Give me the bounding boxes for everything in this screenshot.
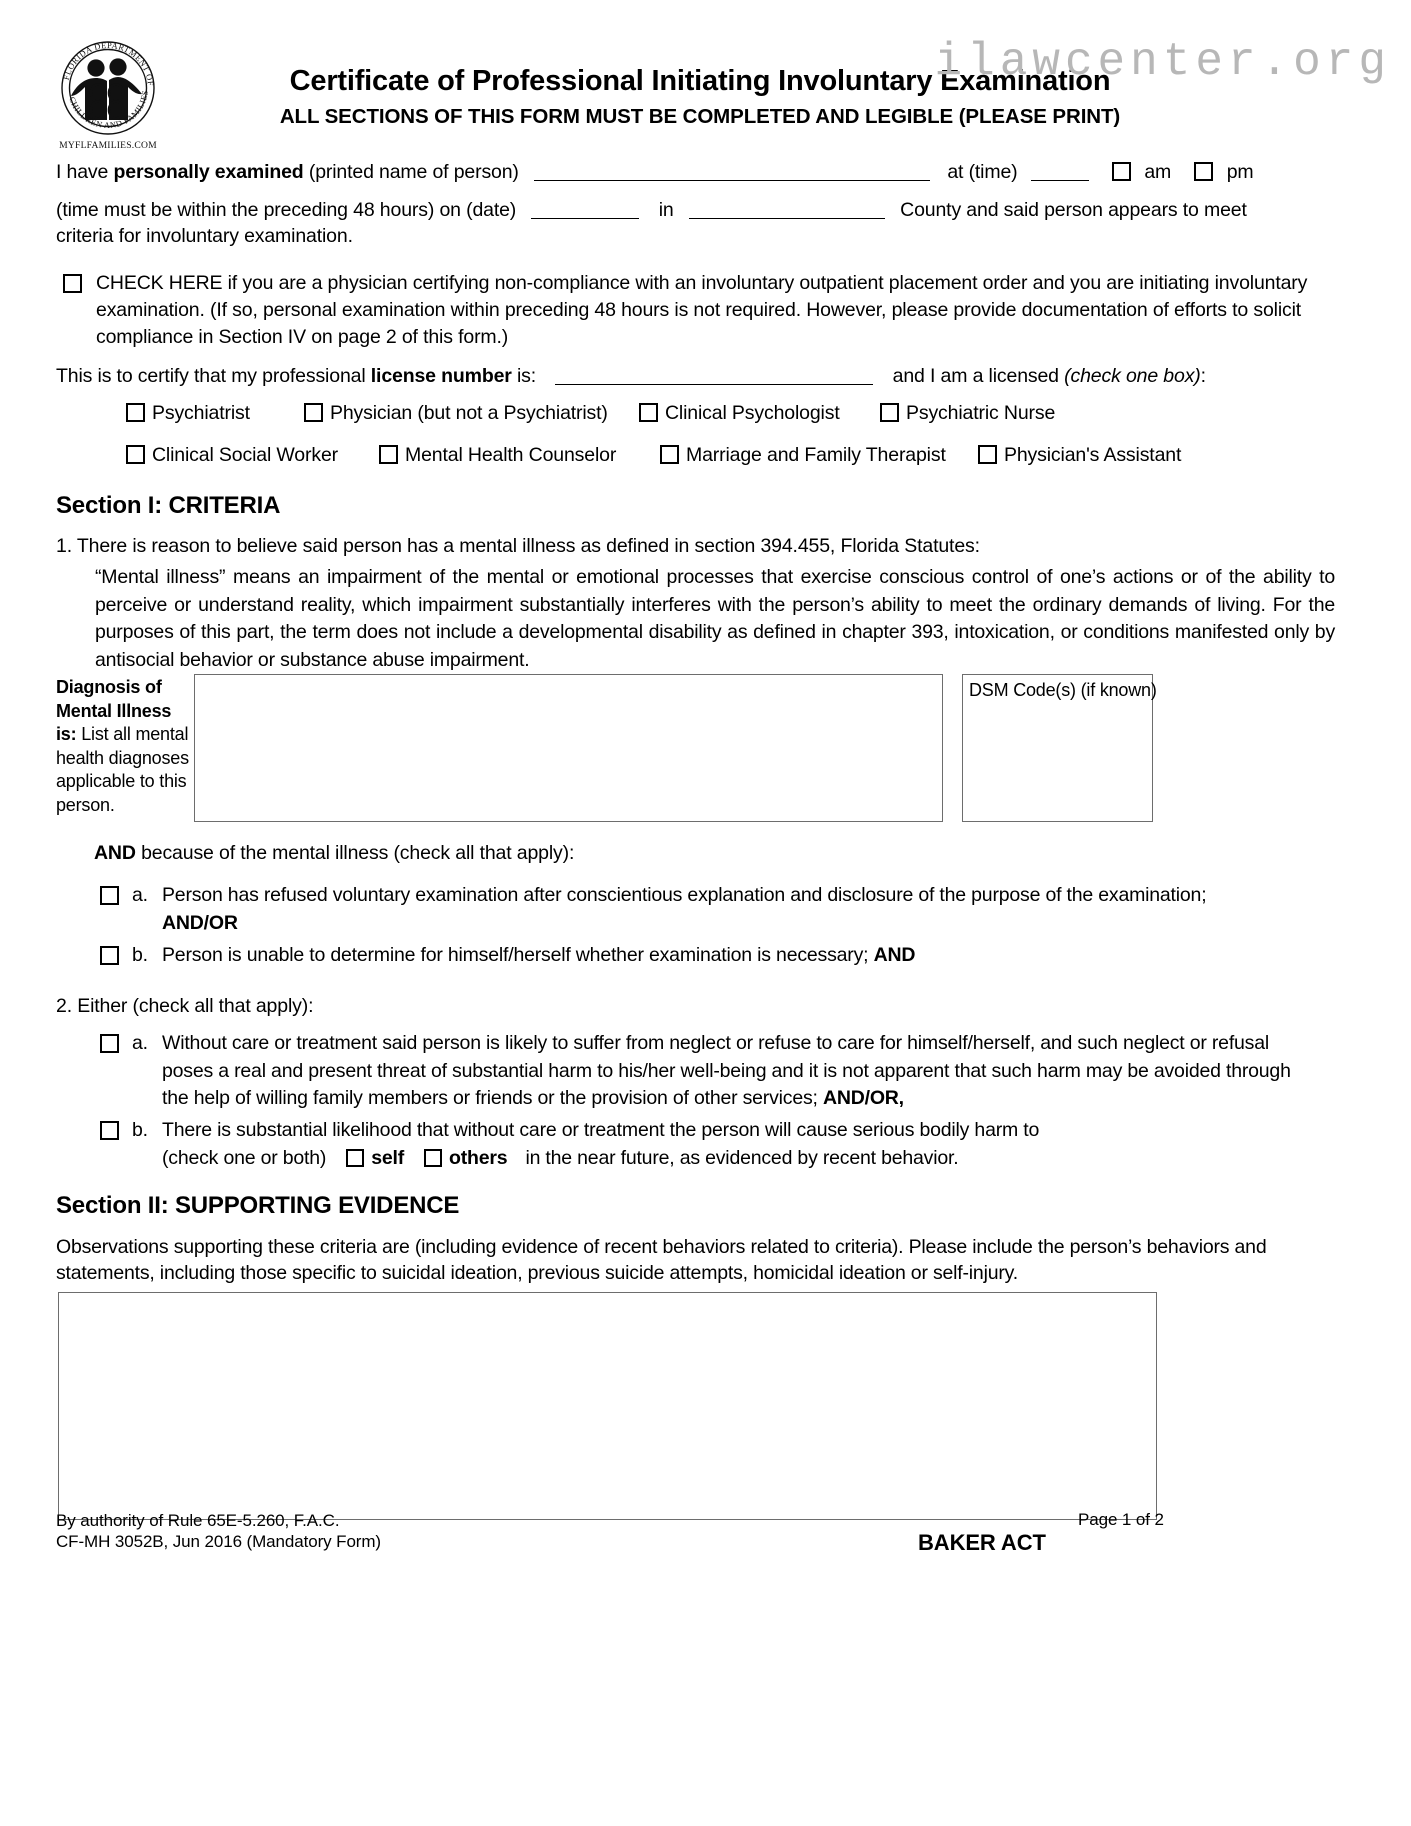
diagnosis-block: [56, 674, 1356, 824]
criterion-2b-letter: b.: [132, 1119, 148, 1141]
check-here-text: CHECK HERE if you are a physician certifying non-compliance with an involuntary outpatient placement order and you are initiating involuntary examination. (If so, personal examination within preceding 48 hours is not required. However, please provide documentation of efforts to solicit compliance in Section IV on page 2 of this form.): [96, 272, 1308, 348]
pm-checkbox[interactable]: [1194, 162, 1213, 181]
section-1-criterion-1: 1. There is reason to believe said person has a mental illness as defined in section 394.455, Florida Statutes:: [56, 535, 980, 557]
authority-line-1: By authority of Rule 65E-5.260, F.A.C.: [56, 1511, 340, 1530]
criterion-1a-bold: AND/OR: [162, 911, 238, 934]
license-option-label: Physician's Assistant: [1004, 444, 1182, 466]
mental-health-counselor-checkbox[interactable]: [379, 445, 398, 464]
license-number-line: [56, 364, 1356, 389]
diagnosis-label: [56, 676, 196, 817]
license-option-physician[interactable]: [304, 402, 608, 425]
license-option-label: Psychiatrist: [152, 402, 250, 424]
certify-suffix: is:: [511, 365, 537, 387]
personally-examined-bold: personally examined: [113, 161, 304, 183]
clinical-social-worker-checkbox[interactable]: [126, 445, 145, 464]
dcf-seal-logo-icon: [54, 36, 162, 152]
psychiatrist-checkbox[interactable]: [126, 403, 145, 422]
criterion-2b: [100, 1117, 1315, 1172]
section-2-heading: Section II: SUPPORTING EVIDENCE: [56, 1192, 460, 1219]
license-option-clinical-psychologist[interactable]: [639, 402, 840, 425]
in-label: in: [658, 199, 674, 221]
and-bold: AND: [94, 842, 136, 864]
license-option-label: Physician (but not a Psychiatrist): [330, 402, 608, 424]
marriage-family-therapist-checkbox[interactable]: [660, 445, 679, 464]
pm-label: pm: [1226, 161, 1254, 183]
time-input[interactable]: [1031, 160, 1089, 181]
license-number-input[interactable]: [555, 364, 873, 385]
page-subtitle: ALL SECTIONS OF THIS FORM MUST BE COMPLETED AND LEGIBLE (PLEASE PRINT): [279, 105, 1121, 129]
diagnosis-textarea[interactable]: [194, 674, 943, 822]
dsm-code-label: DSM Code(s) (if known): [969, 680, 1157, 700]
dsm-code-textarea[interactable]: [962, 674, 1157, 822]
form-footer: [56, 1510, 1356, 1570]
license-option-label: Marriage and Family Therapist: [686, 444, 946, 466]
county-input[interactable]: [689, 198, 885, 219]
others-checkbox[interactable]: [424, 1149, 442, 1167]
authority-line-2: CF-MH 3052B, Jun 2016 (Mandatory Form): [56, 1532, 381, 1551]
criterion-1b-checkbox[interactable]: [100, 946, 119, 965]
criterion-2a: [100, 1030, 1315, 1113]
criterion-1a: [100, 882, 1280, 937]
criterion-2b-checkbox[interactable]: [100, 1121, 119, 1140]
mental-illness-definition: “Mental illness” means an impairment of the mental or emotional processes that exercise conscious control of one’s actions or of the ability to perceive or understand reality, which impairment substantially interferes with the person’s ability to meet the ordinary demands of living. For the purposes of this part, the term does not include a developmental disability as defined in chapter 393, intoxication, or conditions manifested only by antisocial behavior or substance abuse impairment.: [95, 566, 1335, 671]
license-number-bold: license number: [370, 365, 512, 387]
criterion-1b: [100, 942, 1280, 970]
am-checkbox[interactable]: [1112, 162, 1131, 181]
physician-checkbox[interactable]: [304, 403, 323, 422]
and-because-line: [94, 842, 1354, 865]
page-title: Certificate of Professional Initiating Involuntary Examination: [289, 65, 1111, 97]
check-one-box-italic: (check one box): [1064, 365, 1201, 387]
svg-text:CHILDREN AND FAMILIES: CHILDREN AND FAMILIES: [67, 89, 150, 131]
psychiatric-nurse-checkbox[interactable]: [880, 403, 899, 422]
diagnosis-label-bold: Diagnosis of Mental Illness is:: [56, 677, 172, 744]
certify-prefix: This is to certify that my professional: [56, 365, 371, 387]
criterion-1b-letter: b.: [132, 944, 148, 966]
svg-text:FLORIDA DEPARTMENT OF: FLORIDA DEPARTMENT OF: [61, 40, 156, 87]
criterion-1b-bold: AND: [873, 944, 916, 966]
criterion-2a-letter: a.: [132, 1032, 148, 1054]
authority-block: [56, 1510, 381, 1552]
criteria-continuation: criteria for involuntary examination.: [56, 225, 353, 247]
and-because-rest: because of the mental illness (check all that apply):: [135, 842, 575, 864]
near-future-label: in the near future, as evidenced by recent behavior.: [525, 1146, 959, 1169]
license-option-label: Mental Health Counselor: [405, 444, 617, 466]
license-option-clinical-social-worker[interactable]: [126, 444, 338, 467]
logo-caption: MYFLFAMILIES.COM: [59, 140, 157, 151]
printed-name-label: (printed name of person): [303, 161, 519, 183]
criterion-2a-text: Without care or treatment said person is likely to suffer from neglect or refuse to care for himself/herself, and such neglect or refusal poses a real and present threat of substantial harm to his/her well-being and it is not apparent that such harm may be avoided through the help of willing family members or friends or the provision of other services;: [162, 1032, 1291, 1109]
at-time-label: at (time): [947, 161, 1018, 183]
self-label: self: [371, 1146, 405, 1169]
license-option-marriage-family-therapist[interactable]: [660, 444, 946, 467]
48-hours-label: (time must be within the preceding 48 hours) on (date): [56, 199, 517, 221]
license-option-psychiatric-nurse[interactable]: [880, 402, 1055, 425]
county-suffix-label: County and said person appears to meet: [900, 199, 1247, 221]
criterion-1b-text: Person is unable to determine for himself/herself whether examination is necessary;: [162, 944, 874, 966]
am-label: am: [1144, 161, 1172, 183]
others-label: others: [449, 1146, 508, 1169]
examined-line: [56, 160, 1356, 185]
license-option-label: Psychiatric Nurse: [906, 402, 1056, 424]
license-option-physicians-assistant[interactable]: [978, 444, 1181, 467]
license-option-label: Clinical Psychologist: [665, 402, 840, 424]
examined-prefix: I have: [56, 161, 114, 183]
watermark-ilawcenter: ilawcenter.org: [934, 36, 1391, 88]
supporting-evidence-textarea[interactable]: [58, 1292, 1157, 1520]
physicians-assistant-checkbox[interactable]: [978, 445, 997, 464]
license-option-label: Clinical Social Worker: [152, 444, 338, 466]
license-option-psychiatrist[interactable]: [126, 402, 250, 425]
section-1-criterion-2: 2. Either (check all that apply):: [56, 995, 314, 1017]
certify-colon: :: [1200, 365, 1206, 387]
check-here-checkbox[interactable]: [63, 274, 82, 293]
check-one-or-both-label: (check one or both): [162, 1146, 327, 1169]
baker-act-label: BAKER ACT: [918, 1530, 1046, 1555]
section-1-heading: Section I: CRITERIA: [56, 492, 281, 519]
criterion-1a-checkbox[interactable]: [100, 886, 119, 905]
diagnosis-label-rest: List all mental health diagnoses applicable to this person.: [56, 724, 189, 815]
criterion-2a-bold: AND/OR,: [822, 1087, 904, 1109]
section-2-instructions: Observations supporting these criteria are (including evidence of recent behaviors related to criteria). Please include the person’s behaviors and statements, including those specific to suicidal ideation, previous suicide attempts, homicidal ideation or self-injury.: [56, 1236, 1267, 1284]
page-number: Page 1 of 2: [1078, 1510, 1164, 1529]
licensed-as-label: and I am a licensed: [892, 365, 1065, 387]
criterion-1a-letter: a.: [132, 884, 148, 906]
self-checkbox[interactable]: [346, 1149, 364, 1167]
clinical-psychologist-checkbox[interactable]: [639, 403, 658, 422]
criterion-2b-text: There is substantial likelihood that without care or treatment the person will cause serious bodily harm to: [162, 1119, 1040, 1141]
check-here-block: [60, 270, 1356, 351]
date-input[interactable]: [531, 198, 639, 219]
person-name-input[interactable]: [534, 160, 930, 181]
date-county-line: [56, 198, 1356, 223]
criterion-2a-checkbox[interactable]: [100, 1034, 119, 1053]
criterion-1a-text: Person has refused voluntary examination after conscientious explanation and disclosure of the purpose of the examination;: [162, 884, 1207, 906]
license-option-mental-health-counselor[interactable]: [379, 444, 616, 467]
